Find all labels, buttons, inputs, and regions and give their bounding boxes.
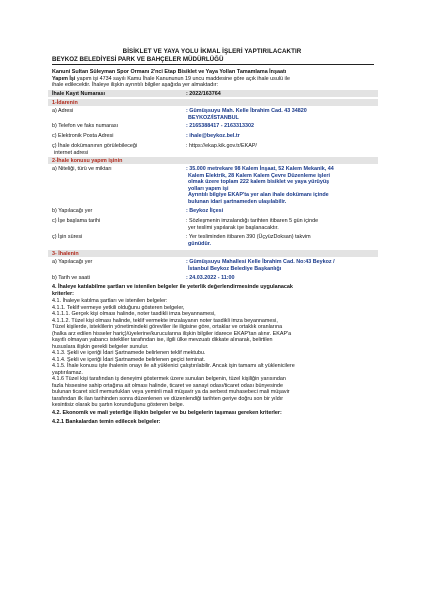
- para-4-1-6-5: kesintisiz olarak bu şartın korunduğunu gösteren belge.: [52, 402, 185, 408]
- web-label-2: internet adresi: [54, 149, 89, 156]
- web-value[interactable]: : https://ekap.kik.gov.tr/EKAP/: [186, 143, 257, 149]
- intro-line-2-bold: Yapım İşi: [52, 75, 76, 82]
- work-place-value: : Beykoz İlçesi: [186, 208, 224, 214]
- section-1-band: [48, 99, 378, 106]
- ikn-label: İhale Kayıt Numarası: [52, 90, 106, 97]
- email-value[interactable]: : ihale@beykoz.bel.tr: [186, 133, 240, 139]
- section-4-heading-1: 4. İhaleye katılabilme şartları ve istenilen belgeler ile yeterlik değerlendirmesinde uygulanacak: [52, 284, 293, 290]
- nature-line-4: yolları yapım işi: [188, 185, 229, 192]
- para-4-1-1: 4.1.1. Teklif vermeye yetkili olduğunu gösteren belgeler,: [52, 304, 185, 311]
- start-date-value-2: yer teslimi yapılarak işe başlanacaktır.: [188, 224, 279, 231]
- start-date-value-1: : Sözleşmenin imzalandığı tarihten itibaren 5 gün içinde: [186, 218, 319, 224]
- duration-value-1: : Yer tesliminden itibaren 390 (ÜçyüzDoksan) takvim: [186, 234, 311, 240]
- para-4-1: 4.1. İhaleye katılma şartları ve istenilen belgeler:: [52, 298, 168, 304]
- phone-label: b) Telefon ve faks numarası: [52, 123, 119, 129]
- tender-date-label: b) Tarih ve saati: [52, 275, 90, 281]
- email-label: c) Elektronik Posta Adresi: [52, 133, 114, 139]
- section-3-heading: 3- İhalenin: [52, 250, 79, 257]
- header-divider: [52, 64, 374, 65]
- para-tuzel-4: hususlara ilişkin gerekli belgeler sunulur.: [52, 343, 149, 350]
- nature-label: a) Niteliği, türü ve miktarı: [52, 166, 112, 172]
- para-tuzel-3: kayıtlı olmayan yabancı istekliler tarafından ise, ilgili ülke mevzuatı dikkate alınarak, belirtilen: [52, 337, 273, 343]
- tender-place-value-2: İstanbul Beykoz Belediye Başkanlığı: [188, 265, 282, 272]
- para-4-1-1-1: 4.1.1.1. Gerçek kişi olması halinde, noter tasdikli imza beyannamesi,: [52, 311, 216, 317]
- para-tuzel-2: (halka arz edilen hisseler hariç)/üyelerine/kurucularına ilişkin bilgiler idarece EKAP'tan alınır. EKAP'a: [52, 330, 292, 337]
- duration-label: ç) İşin süresi: [52, 234, 83, 240]
- intro-line-2: [52, 76, 290, 82]
- nature-line-1: : 35.000 metrekare 98 Kalem İnşaat, 52 Kalem Mekanik, 44: [186, 166, 334, 172]
- para-4-1-5: 4.1.5. İhale konusu işte ihalenin onayı ile alt yüklenici çalıştırılabilir. Ancak işin tamamı alt yüklenicilere: [52, 363, 295, 369]
- intro-line-2-rest: yapım işi 4734 sayılı Kamu İhale Kanununun 19 uncu maddesine göre açık ihale usulü ile: [75, 75, 290, 82]
- para-4-1-3: 4.1.3. Şekli ve içeriği İdari Şartnamede belirlenen teklif mektubu.: [52, 350, 206, 356]
- ikn-value: : 2022/163764: [186, 90, 221, 97]
- section-1-heading: 1-İdarenin: [52, 99, 78, 106]
- section-2-heading: 2-İhale konusu yapım işinin: [52, 157, 123, 164]
- section-4-heading-2: kriterler:: [52, 290, 74, 297]
- document-title: BİSİKLET VE YAYA YOLU İKMAL İŞLERİ YAPTIRILACAKTIR: [122, 48, 302, 55]
- intro-line-3: ihale edilecektir. İhaleye ilişkin ayrıntılı bilgiler aşağıda yer almaktadır:: [52, 82, 218, 88]
- tender-place-value-1: : Gümüşsuyu Mahallesi Kelle İbrahim Cad. No:43 Beykoz /: [186, 259, 335, 265]
- start-date-label: c) İşe başlama tarihi: [52, 218, 101, 224]
- nature-line-5: Ayrıntılı bilgiye EKAP'ta yer alan ihale dokümanı içinde: [188, 192, 329, 198]
- duration-value-2: günüdür.: [188, 240, 212, 247]
- section-4-2-heading: 4.2. Ekonomik ve mali yeterliğe ilişkin belgeler ve bu belgelerin taşıması gereken kriterler:: [52, 410, 282, 416]
- para-4-1-4: 4.1.4. Şekli ve içeriği İdari Şartnamede belirlenen geçici teminat.: [52, 356, 206, 363]
- para-4-1-6-1: 4.1.6 Tüzel kişi tarafından iş deneyimi göstermek üzere sunulan belgenin, tüzel kişiliğin yarısından: [52, 376, 286, 382]
- para-4-1-6-2: fazla hissesine sahip ortağına ait olması halinde, ticaret ve sanayi odası/ticaret odası bünyesinde: [52, 382, 284, 389]
- tender-date-value: : 24.03.2022 - 11:00: [186, 275, 235, 281]
- intro-line-1: Kanuni Sultan Süleyman Spor Ormanı 2'nci Etap Bisiklet ve Yaya Yolları Tamamlama İnşaatı: [52, 69, 287, 75]
- section-4-2-1-heading: 4.2.1 Bankalardan temin edilecek belgeler:: [52, 419, 161, 425]
- work-place-label: b) Yapılacağı yer: [52, 208, 93, 214]
- para-4-1-6-3: bulunan ticaret sicil memurlukları veya yeminli mali müşavir ya da serbest muhasebeci mali müşavir: [52, 389, 290, 395]
- phone-value: : 2165388417 - 2163313302: [186, 123, 255, 129]
- nature-line-3: olmak üzere toplam 222 kalem bisiklet ve yaya yürüyüş: [188, 179, 330, 185]
- tender-place-label: a) Yapılacağı yer: [52, 259, 93, 265]
- web-label-1: ç) İhale dokümanının görülebileceği: [52, 143, 138, 149]
- document-subtitle: BEYKOZ BELEDİYESİ PARK VE BAHÇELER MÜDÜRLÜĞÜ: [52, 56, 224, 63]
- nature-line-6: bulunan idari şartnameden ulaşılabilir.: [188, 198, 287, 205]
- section-3-band: [48, 250, 378, 257]
- para-4-1-5-cont: yaptırılamaz.: [52, 369, 83, 376]
- address-value-2: BEYKOZ/İSTANBUL: [188, 114, 239, 121]
- para-4-1-6-4: tarafından ilk ilan tarihinden sonra düzenlenen ve düzenlendiği tarihten geriye doğru son bir yıldır: [52, 395, 284, 402]
- para-tuzel-1: Tüzel kişilerde, isteklilerin yönetimindeki görevliler ile iligisine göre, ortaklar ve ortaklık oranlarına: [52, 324, 283, 330]
- nature-line-2: Kalem Elektrik, 28 Kalem Kalem Çevre Düzenleme işleri: [188, 172, 331, 179]
- address-value-1: : Gümüşsuyu Mah. Kelle İbrahim Cad. 43 34820: [186, 108, 307, 114]
- para-4-1-1-2: 4.1.1.2. Tüzel kişi olması halinde, teklif vermekte imzalayanın noter tasdikli imza beyannamesi,: [52, 317, 278, 324]
- address-label: a) Adresi: [52, 108, 74, 114]
